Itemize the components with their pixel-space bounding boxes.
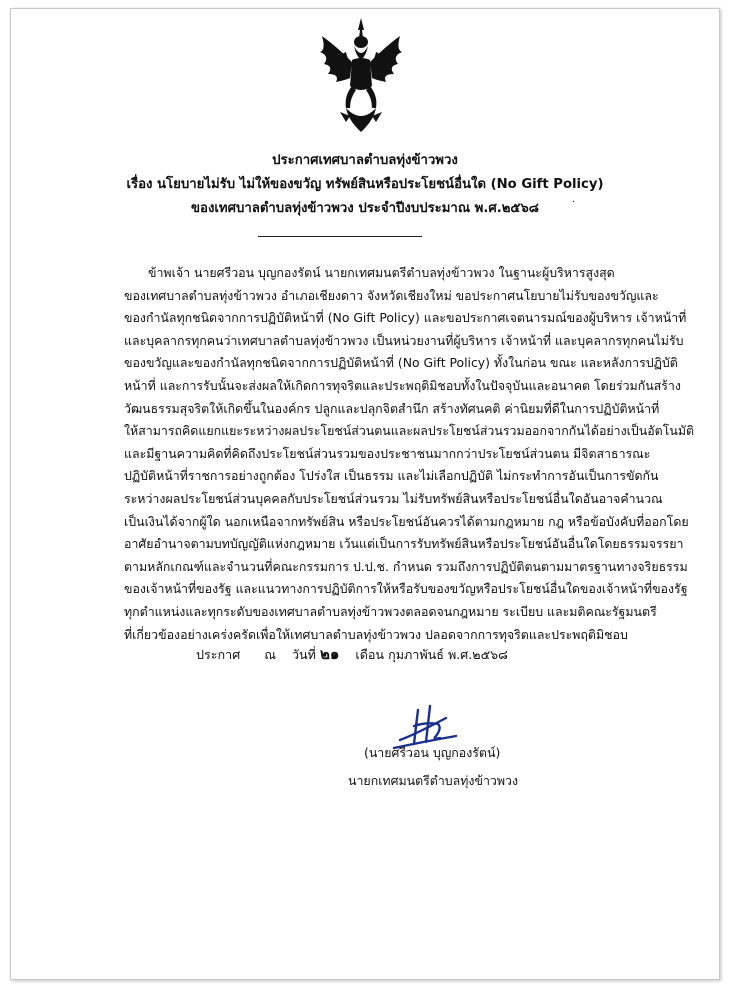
- body-line: ของกำนัลทุกชนิดจากการปฏิบัติหน้าที่ (No Gift Policy) และขอประกาศเจตนารมณ์ของผู้บริหาร เจ้าหน้าที่: [124, 310, 687, 326]
- announcement-subject: เรื่อง นโยบายไม่รับ ไม่ให้ของขวัญ ทรัพย์สินหรือประโยชน์อื่นใด (No Gift Policy): [126, 177, 604, 192]
- proclamation-prefix: ประกาศ: [196, 647, 241, 662]
- day-value: ๒๑: [319, 645, 340, 663]
- body-line: ตามหลักเกณฑ์และจำนวนที่คณะกรรมการ ป.ป.ช. กำหนด รวมถึงการปฏิบัติตนตามมาตรฐานทางจริยธรรม: [124, 558, 688, 574]
- body-line: และมีฐานความคิดที่คิดถึงประโยชน์ส่วนรวมของประชาชนมากกว่าประโยชน์ส่วนตน มีจิตสาธารณะ: [124, 445, 651, 461]
- body-line: ข้าพเจ้า นายศรีวอน บุญกองรัตน์ นายกเทศมนตรีตำบลทุ่งข้าวพวง ในฐานะผู้บริหารสูงสุด: [148, 265, 615, 280]
- title-divider: [258, 236, 422, 237]
- announcement-body: [124, 262, 695, 646]
- body-line: ระหว่างผลประโยชน์ส่วนบุคคลกับประโยชน์ส่วนรวม ไม่รับทรัพย์สินหรือประโยชน์อื่นใดอันอาจคำนวณ: [124, 490, 663, 506]
- body-line: ให้สามารถคิดแยกแยะระหว่างผลประโยชน์ส่วนตนและผลประโยชน์ส่วนรวมออกจากกันได้อย่างเป็นอัตโนมัติ: [124, 423, 695, 439]
- body-line: ของเทศบาลตำบลทุ่งข้าวพวง อำเภอเชียงดาว จังหวัดเชียงใหม่ ขอประกาศนโยบายไม่รับของขวัญและ: [124, 287, 659, 303]
- body-line: อาศัยอำนาจตามบทบัญญัติแห่งกฎหมาย เว้นแต่เป็นการรับทรัพย์สินหรือประโยชน์อันอื่นใดโดยธรรมจรรยา: [124, 536, 684, 552]
- body-line: ของขวัญและของกำนัลทุกชนิดจากการปฏิบัติหน้าที่ (No Gift Policy) ทั้งในก่อน ขณะ และหลังการปฏิบัติ: [124, 355, 678, 371]
- body-line: ปฏิบัติหน้าที่ราชการอย่างถูกต้อง โปร่งใส เป็นธรรม และไม่เลือกปฏิบัติ ไม่กระทำการอันเป็นการขัดกัน: [124, 468, 659, 484]
- day-label: วันที่: [291, 647, 316, 662]
- body-line: หน้าที่ และการรับนั้นจะส่งผลให้เกิดการทุจริตและประพฤติมิชอบทั้งในปัจจุบันและอนาคต โดยร่วมกันสร้าง: [124, 377, 681, 393]
- announcement-title: ประกาศเทศบาลตำบลทุ่งข้าวพวง: [272, 153, 458, 168]
- signatory-title: นายกเทศมนตรีตำบลทุ่งข้าวพวง: [348, 773, 519, 788]
- month-year: กุมภาพันธ์ พ.ศ.๒๕๖๘: [388, 647, 508, 662]
- body-line: เป็นเงินได้จากผู้ใด นอกเหนือจากทรัพย์สิน หรือประโยชน์อันควรได้ตามกฎหมาย กฎ หรือข้อบังคับที่ออกโดย: [124, 513, 689, 529]
- body-line: ของเจ้าหน้าที่ของรัฐ และแนวทางการปฏิบัติการให้หรือรับของขวัญหรือประโยชน์อื่นใดของเจ้าหน้าที่ของรัฐ: [124, 581, 688, 597]
- signatory-name: (นายศรีวอน บุญกองรัตน์): [364, 745, 501, 760]
- announcement-subtitle: ของเทศบาลตำบลทุ่งข้าวพวง ประจำปีงบประมาณ พ.ศ.๒๕๖๘: [191, 201, 539, 216]
- body-line: ทุกตำแหน่งและทุกระดับของเทศบาลตำบลทุ่งข้าวพวงตลอดจนกฎหมาย ระเบียบ และมติคณะรัฐมนตรี: [124, 603, 657, 619]
- body-line: วัฒนธรรมสุจริตให้เกิดขึ้นในองค์กร ปลูกและปลุกจิตสำนึก สร้างทัศนคติ ค่านิยมที่ดีในการปฏิบัติหน้าที่: [124, 400, 660, 416]
- month-label: เดือน: [355, 647, 385, 662]
- garuda-emblem-icon: [316, 16, 406, 134]
- body-line: และบุคลากรทุกคนว่าเทศบาลตำบลทุ่งข้าวพวง เป็นหน่วยงานที่ผู้บริหาร เจ้าหน้าที่ และบุคลากรทุกคนไม่รับ: [124, 332, 684, 348]
- body-line: ที่เกี่ยวข้องอย่างเคร่งครัดเพื่อให้เทศบาลตำบลทุ่งข้าวพวง ปลอดจากการทุจริตและประพฤติมิชอบ: [124, 626, 628, 642]
- stray-mark: ·: [572, 197, 576, 208]
- proclamation-date: [196, 642, 508, 666]
- proclamation-at: ณ: [264, 647, 276, 662]
